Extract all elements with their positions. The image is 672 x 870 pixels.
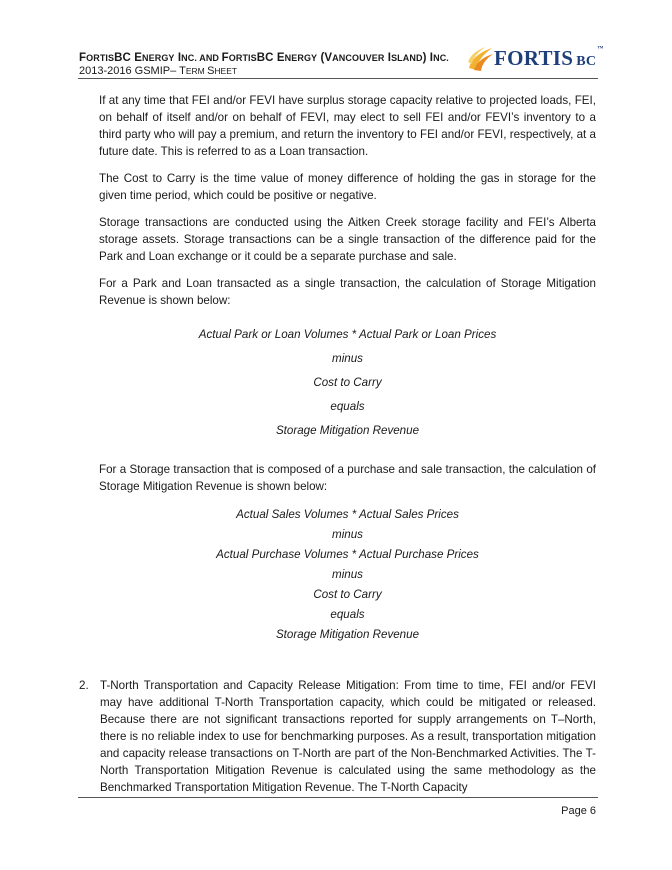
header-title-part: ORTIS [86,53,115,63]
logo-name: FORTIS [494,46,574,70]
logo-trademark: ™ [597,46,604,52]
paragraph: The Cost to Carry is the time value of money difference of holding the gas in storage for the given time period, which could be positive or negative. [99,172,596,202]
list-text: T-North Transportation and Capacity Release Mitigation: From time to time, FEI and/or FEVI may have additional T-North Transportation capacity, which could be mitigated or released. Because there are not significant transactions reported for supply arrangements on T–North, there is no reliable index to use for benchmarking purposes. As a result, transportation mitigation and capacity release transactions on T-North are part of the Non-Benchmarked Activities. The T-North Transportation Mitigation Revenue is calculated using the same methodology as the Benchmarked Transportation Mitigation Revenue. The T-North Capacity [100,679,596,794]
header-title-part: AND [196,53,222,63]
formula-line: Cost to Carry [313,588,382,601]
header-title-part: ) I [422,52,434,64]
formula-line: Storage Mitigation Revenue [275,628,420,641]
header-title-part: I [174,52,182,64]
logo-suffix: BC [576,54,597,69]
header-title-part: ORTIS [228,53,257,63]
list-number: 2. [79,679,89,692]
header-subtitle-part: HEET [214,66,238,76]
header-subtitle-part: S [207,65,215,77]
formula-park-loan [99,323,596,443]
header-title-part: NC. [181,53,197,63]
header-title-part: NERGY [284,53,318,63]
header-title-part: BC E [256,52,285,64]
page-number: Page 6 [561,805,596,817]
formula-line: minus [332,568,363,581]
header-title-part: F [221,52,229,64]
paragraph: For a Storage transaction that is composed of a purchase and sale transaction, the calculation of Storage Mitigation Revenue is shown below: [99,463,596,493]
formula-storage [99,505,596,645]
formula-line: Storage Mitigation Revenue [275,424,420,437]
list-item [79,677,596,796]
header-title-part: NERGY [142,53,175,63]
formula-line: minus [332,352,363,365]
header-title-part: SLAND [391,53,423,63]
header-title-part: NC. [433,53,449,63]
fortisbc-logo [466,44,604,74]
formula-line: minus [332,528,363,541]
formula-line: Actual Sales Volumes * Actual Sales Prices [236,508,459,521]
formula-line: Cost to Carry [313,376,382,389]
header-title-part: ANCOUVER [332,53,385,63]
formula-line: equals [330,608,365,621]
formula-line: Actual Park or Loan Volumes * Actual Park or Loan Prices [198,328,497,341]
header-subtitle-part: 2013-2016 GSMIP– T [79,65,186,77]
paragraph: Storage transactions are conducted using the Aitken Creek storage facility and FEI’s Alberta storage assets. Storage transactions can be a single transaction of the difference paid for the Park and Loan exchange or it could be a separate purchase and sale. [99,216,596,263]
document-body [99,92,596,645]
header-title-part: F [79,52,87,64]
header-subtitle-part: ERM [185,66,208,76]
formula-line: equals [330,400,365,413]
paragraph: If at any time that FEI and/or FEVI have surplus storage capacity relative to projected loads, FEI, on behalf of itself and/or on behalf of FEVI, may elect to sell FEI and/or FEVI’s inventory to a third party who will pay a premium, and return the inventory to FEI and/or FEVI, respectively, at a future date. This is referred to as a Loan transaction. [99,94,596,158]
header-rule [78,78,598,79]
header-title-part: I [384,52,392,64]
paragraph: For a Park and Loan transacted as a single transaction, the calculation of Storage Mitigation Revenue is shown below: [99,277,596,307]
flame-icon [466,44,496,74]
footer-rule [78,797,598,798]
logo-wordmark [494,46,604,71]
header-title-part: (V [317,52,333,64]
header-title-part: BC E [114,52,143,64]
formula-line: Actual Purchase Volumes * Actual Purchase Prices [216,548,479,561]
